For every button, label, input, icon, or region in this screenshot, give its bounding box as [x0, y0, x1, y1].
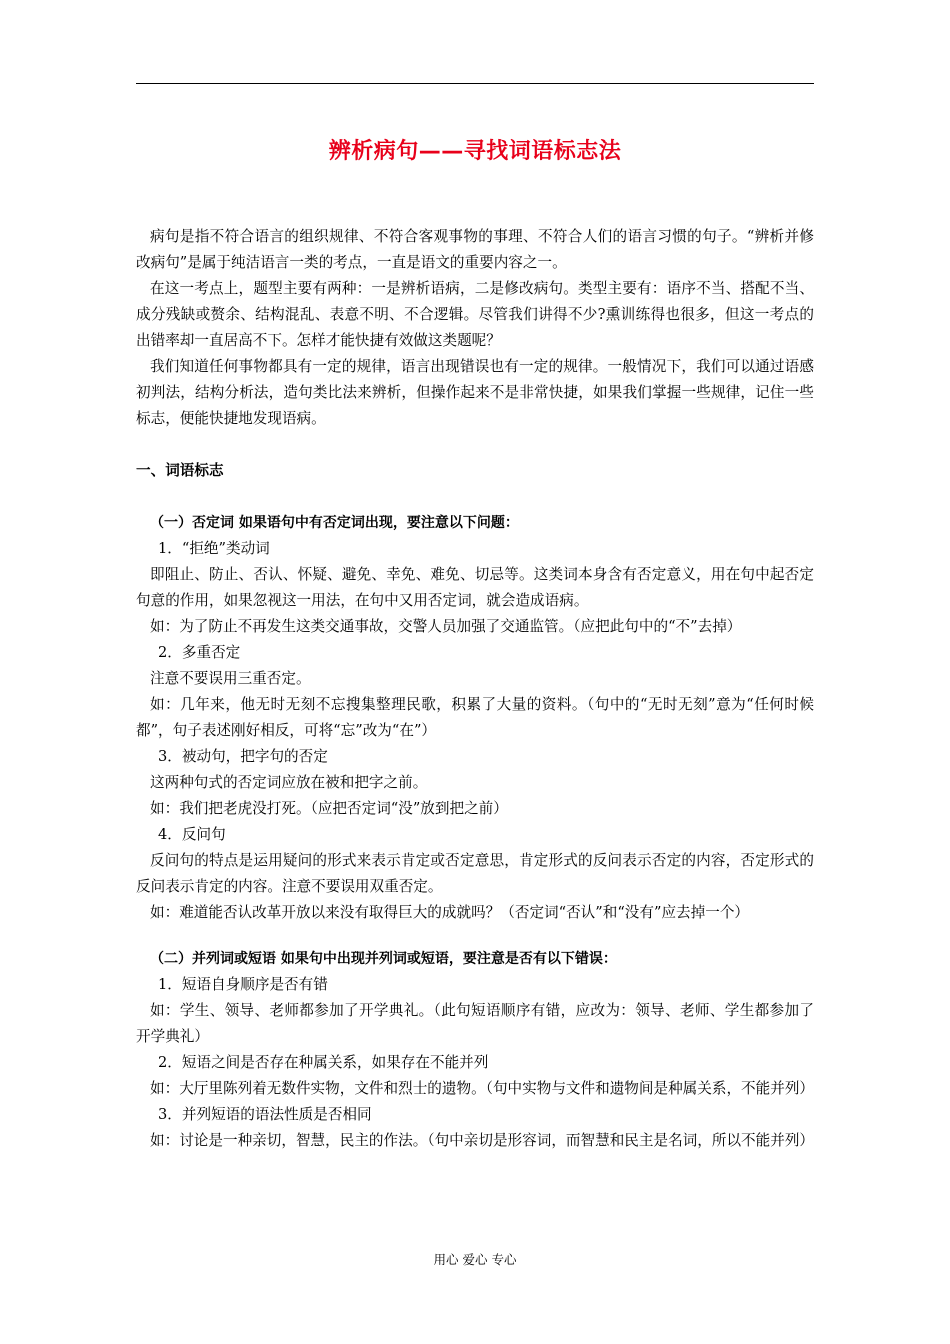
- item-example: 如：讨论是一种亲切，智慧，民主的作法。（句中亲切是形容词，而智慧和民主是名词，所以不能并列）: [150, 1132, 815, 1149]
- item-example: 如：难道能否认改革开放以来没有取得巨大的成就吗？（否定词“否认”和“没有”应去掉一个）: [150, 904, 750, 921]
- document-body: [136, 224, 814, 1154]
- item-paragraph: 这两种句式的否定词应放在被和把字之前。: [150, 774, 428, 791]
- item-title: 3．并列短语的语法性质是否相同: [158, 1106, 372, 1123]
- item-title: 1．短语自身顺序是否有错: [158, 976, 328, 993]
- document-title: 辨析病句——寻找词语标志法: [328, 139, 622, 164]
- item-title: 1．“拒绝”类动词: [158, 540, 270, 557]
- item-title: 3．被动句，把字句的否定: [158, 748, 328, 765]
- intro-paragraph-3: 我们知道任何事物都具有一定的规律，语言出现错误也有一定的规律。一般情况下，我们可以通过语感初判法，结构分析法，造句类比法来辨析，但操作起来不是非常快捷，如果我们掌握一些规律，记住一些标志，便能快捷地发现语病。: [136, 358, 814, 427]
- item-paragraph: 即阻止、防止、否认、怀疑、避免、幸免、难免、切忌等。这类词本身含有否定意义，用在句中起否定句意的作用，如果忽视这一用法，在句中又用否定词，就会造成语病。: [136, 566, 814, 609]
- item-paragraph: 注意不要误用三重否定。: [150, 670, 311, 687]
- item-paragraph: 反问句的特点是运用疑问的形式来表示肯定或否定意思，肯定形式的反问表示否定的内容，否定形式的反问表示肯定的内容。注意不要误用双重否定。: [136, 852, 814, 895]
- section-heading: 一、词语标志: [136, 462, 224, 479]
- header-rule: [136, 83, 814, 84]
- item-title: 2．短语之间是否存在种属关系，如果存在不能并列: [158, 1054, 489, 1071]
- intro-paragraph-2: 在这一考点上，题型主要有两种：一是辨析语病，二是修改病句。类型主要有：语序不当、搭配不当、成分残缺或赘余、结构混乱、表意不明、不合逻辑。尽管我们讲得不少?熏训练得也很多，但这一考点的出错率却一直居高不下。怎样才能快捷有效做这类题呢？: [136, 280, 814, 349]
- intro-paragraph-1: 病句是指不符合语言的组织规律、不符合客观事物的事理、不符合人们的语言习惯的句子。“辨析并修改病句”是属于纯洁语言一类的考点，一直是语文的重要内容之一。: [136, 228, 814, 271]
- page-footer: 用心 爱心 专心: [433, 1252, 517, 1267]
- item-example: 如：我们把老虎没打死。（应把否定词“没”放到把之前）: [150, 800, 508, 817]
- item-example: 如：学生、领导、老师都参加了开学典礼。（此句短语顺序有错，应改为：领导、老师、学生都参加了开学典礼）: [136, 1002, 814, 1045]
- item-example: 如：大厅里陈列着无数件实物，文件和烈士的遗物。（句中实物与文件和遗物间是种属关系，不能并列）: [150, 1080, 815, 1097]
- item-title: 4．反问句: [158, 826, 226, 843]
- item-title: 2．多重否定: [158, 644, 241, 661]
- item-example: 如：几年来，他无时无刻不忘搜集整理民歌，积累了大量的资料。（句中的“无时无刻”意为“任何时候都”，句子表述刚好相反，可将“忘”改为“在”）: [136, 696, 814, 739]
- item-example: 如：为了防止不再发生这类交通事故，交警人员加强了交通监管。（应把此句中的“不”去掉）: [150, 618, 742, 635]
- subsection-heading-negation: （一）否定词 如果语句中有否定词出现，要注意以下问题：: [150, 515, 519, 531]
- subsection-heading-parallel: （二）并列词或短语 如果句中出现并列词或短语，要注意是否有以下错误：: [150, 951, 617, 967]
